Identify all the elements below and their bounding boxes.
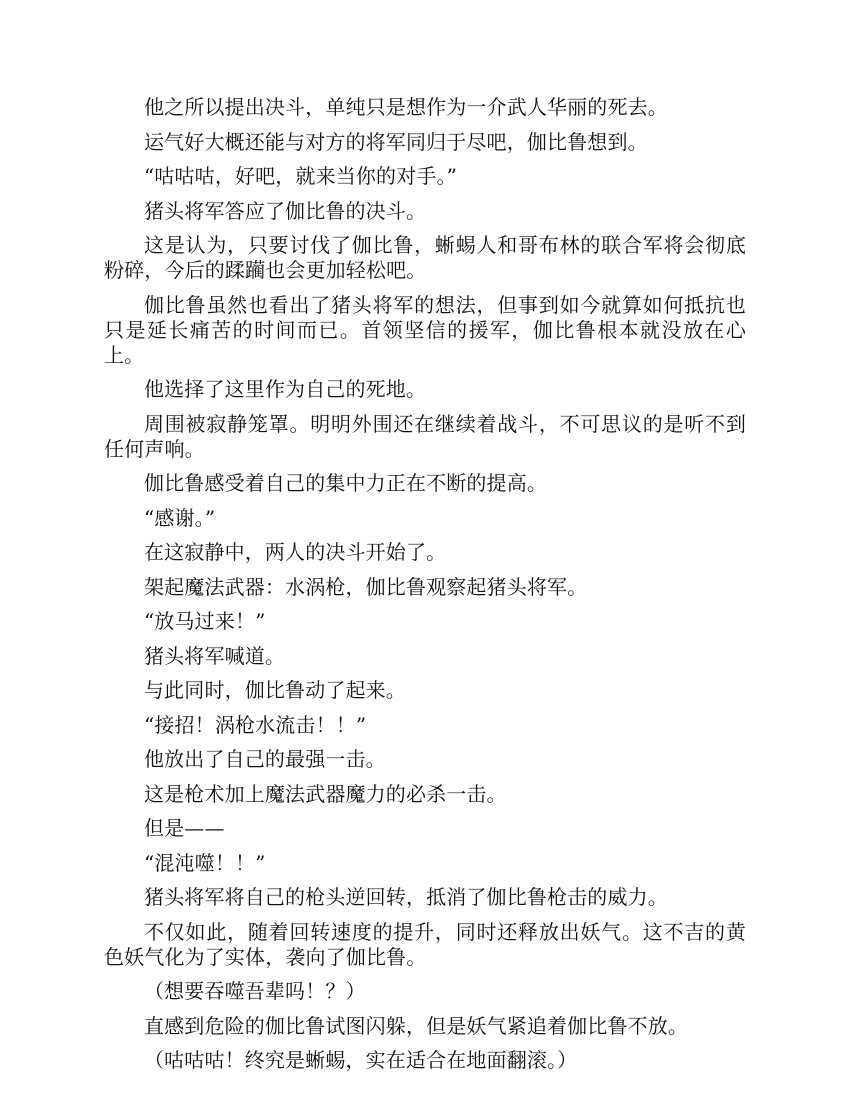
paragraph: “接招！涡枪水流击！！” <box>144 712 367 737</box>
paragraph: 他之所以提出决斗，单纯只是想作为一介武人华丽的死去。 <box>144 95 668 119</box>
paragraph: 这是枪术加上魔法武器魔力的必杀一击。 <box>144 781 507 806</box>
paragraph: “咕咕咕，好吧，就来当你的对手。” <box>144 164 457 188</box>
paragraph: 伽比鲁虽然也看出了猪头将军的想法，但事到如今就算如何抵抗也只是延长痛苦的时间而已。首领坚信的援军，伽比鲁根本就没放在心上。 <box>104 292 746 367</box>
paragraph: 运气好大概还能与对方的将军同归于尽吧，伽比鲁想到。 <box>144 129 648 154</box>
paragraph: 与此同时，伽比鲁动了起来。 <box>144 678 406 702</box>
document-body <box>104 95 746 1083</box>
paragraph: （想要吞噬吾辈吗！？） <box>144 979 366 1003</box>
paragraph: 在这寂静中，两人的决斗开始了。 <box>144 540 447 564</box>
paragraph: 这是认为，只要讨伐了伽比鲁，蜥蜴人和哥布林的联合军将会彻底粉碎，今后的蹂躏也会更加轻松吧。 <box>104 233 746 282</box>
paragraph: （咕咕咕！终究是蜥蜴，实在适合在地面翻滚。） <box>144 1048 578 1072</box>
paragraph: 猪头将军喊道。 <box>144 643 286 668</box>
paragraph: 架起魔法武器：水涡枪，伽比鲁观察起猪头将军。 <box>144 574 588 599</box>
paragraph: 伽比鲁感受着自己的集中力正在不断的提高。 <box>144 471 547 495</box>
paragraph: “混沌噬！！” <box>144 850 266 875</box>
paragraph: “放马过来！” <box>144 609 266 633</box>
paragraph: 猪头将军将自己的枪头逆回转，抵消了伽比鲁枪击的威力。 <box>144 885 668 909</box>
paragraph: 不仅如此，随着回转速度的提升，同时还释放出妖气。这不吉的黄色妖气化为了实体，袭向了伽比鲁。 <box>104 919 746 969</box>
paragraph: 周围被寂静笼罩。明明外围还在继续着战斗，不可思议的是听不到任何声响。 <box>104 411 746 461</box>
paragraph: 他放出了自己的最强一击。 <box>144 747 386 771</box>
paragraph: 直感到危险的伽比鲁试图闪躲，但是妖气紧追着伽比鲁不放。 <box>144 1013 689 1038</box>
paragraph: 他选择了这里作为自己的死地。 <box>144 377 427 401</box>
paragraph: 猪头将军答应了伽比鲁的决斗。 <box>144 198 427 223</box>
paragraph: “感谢。” <box>144 505 216 530</box>
paragraph: 但是—— <box>144 816 225 840</box>
